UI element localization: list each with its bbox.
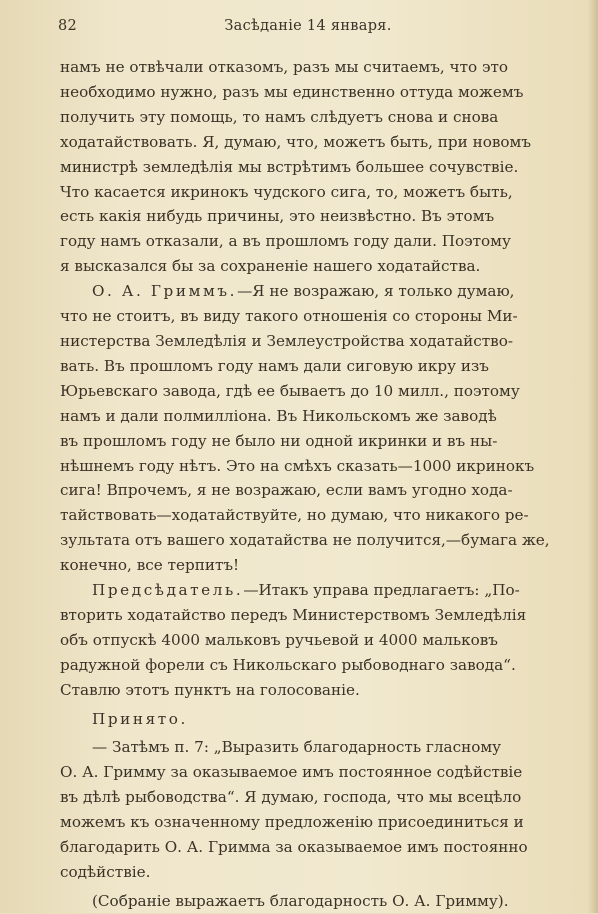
text-line: министрѣ земледѣлія мы встрѣтимъ большее сочувствіе. xyxy=(60,157,519,176)
text-line: въ прошломъ году не было ни одной икринки и въ ны- xyxy=(60,431,498,450)
text-line: сига! Впрочемъ, я не возражаю, если вамъ угодно хода- xyxy=(60,481,513,500)
page-header xyxy=(58,18,558,42)
speaker-name: Предсѣдатель. xyxy=(92,581,244,600)
text-line: я высказался бы за сохраненіе нашего ходатайства. xyxy=(60,257,481,276)
text-line: благодарить О. А. Гримма за оказываемое имъ постоянно xyxy=(60,838,528,857)
speaker-name: О. А. Гриммъ. xyxy=(92,282,238,301)
text-line: намъ не отвѣчали отказомъ, разъ мы считаемъ, что это xyxy=(60,58,509,76)
text-line: конечно, все терпитъ! xyxy=(60,556,240,575)
paragraph xyxy=(60,279,582,304)
text-line: зультата отъ вашего ходатайства не получится,—бумага же, xyxy=(60,531,550,550)
text-line: вторить ходатайство передъ Министерствомъ Земледѣлія xyxy=(60,605,527,624)
text-line: содѣйствіе. xyxy=(60,863,151,881)
text-line: ходатайствовать. Я, думаю, что, можетъ быть, при новомъ xyxy=(60,132,532,151)
paragraph-continuation xyxy=(60,760,582,885)
text-line: вать. Въ прошломъ году намъ дали сиговую икру изъ xyxy=(60,356,489,375)
text-line: — Затѣмъ п. 7: „Выразить благодарность гласному xyxy=(92,738,502,757)
running-title: Засѣданіе 14 января. xyxy=(224,18,392,34)
text-line: что не стоитъ, въ виду такого отношенія со стороны Ми- xyxy=(60,307,518,326)
paragraph xyxy=(60,578,582,603)
text-line: получить эту помощь, то намъ слѣдуетъ снова и снова xyxy=(60,107,499,126)
speech-text: —Я не возражаю, я только думаю, xyxy=(237,282,515,301)
speech-text: —Итакъ управа предлагаетъ: „По- xyxy=(243,581,520,600)
paragraph xyxy=(60,55,582,279)
text-line: Ставлю этотъ пунктъ на голосованіе. xyxy=(60,680,360,699)
paragraph xyxy=(60,889,582,914)
body-text xyxy=(60,55,582,914)
text-line: тайствовать—ходатайствуйте, но думаю, что никакого ре- xyxy=(60,506,529,525)
page-edge-shadow xyxy=(588,0,598,913)
paragraph-continuation xyxy=(60,304,582,578)
paragraph xyxy=(60,735,582,760)
text-line: радужной форели съ Никольскаго рыбоводнаго завода“. xyxy=(60,655,516,674)
text-line: есть какія нибудь причины, это неизвѣстно. Въ этомъ xyxy=(60,207,495,226)
text-line: году намъ отказали, а въ прошломъ году дали. Поэтому xyxy=(60,232,511,251)
text-line: можемъ къ означенному предложенію присоединиться и xyxy=(60,813,524,832)
text-line: объ отпускѣ 4000 мальковъ ручьевой и 4000 мальковъ xyxy=(60,630,498,649)
paragraph xyxy=(60,707,582,732)
text-line: нистерства Земледѣлія и Землеустройства ходатайство- xyxy=(60,331,513,350)
text-line: въ дѣлѣ рыбоводства“. Я думаю, господа, что мы всецѣло xyxy=(60,788,522,807)
text-line: нѣшнемъ году нѣтъ. Это на смѣхъ сказать—1000 икринокъ xyxy=(60,456,535,475)
text-line xyxy=(92,578,582,603)
paragraph-continuation xyxy=(60,603,582,703)
text-line: Принято. xyxy=(92,709,188,728)
text-line: Что касается икринокъ чудского сига, то, можетъ быть, xyxy=(60,182,513,201)
page-number: 82 xyxy=(58,18,78,34)
text-line: необходимо нужно, разъ мы единственно оттуда можемъ xyxy=(60,82,524,101)
text-line: намъ и дали полмилліона. Въ Никольскомъ же заводѣ xyxy=(60,406,497,425)
text-line: (Собраніе выражаетъ благодарность О. А. Гримму). xyxy=(92,891,509,910)
text-line xyxy=(92,279,582,304)
text-line: О. А. Гримму за оказываемое имъ постоянное содѣйствіе xyxy=(60,763,523,782)
text-line: Юрьевскаго завода, гдѣ ее бываетъ до 10 милл., поэтому xyxy=(60,381,520,400)
